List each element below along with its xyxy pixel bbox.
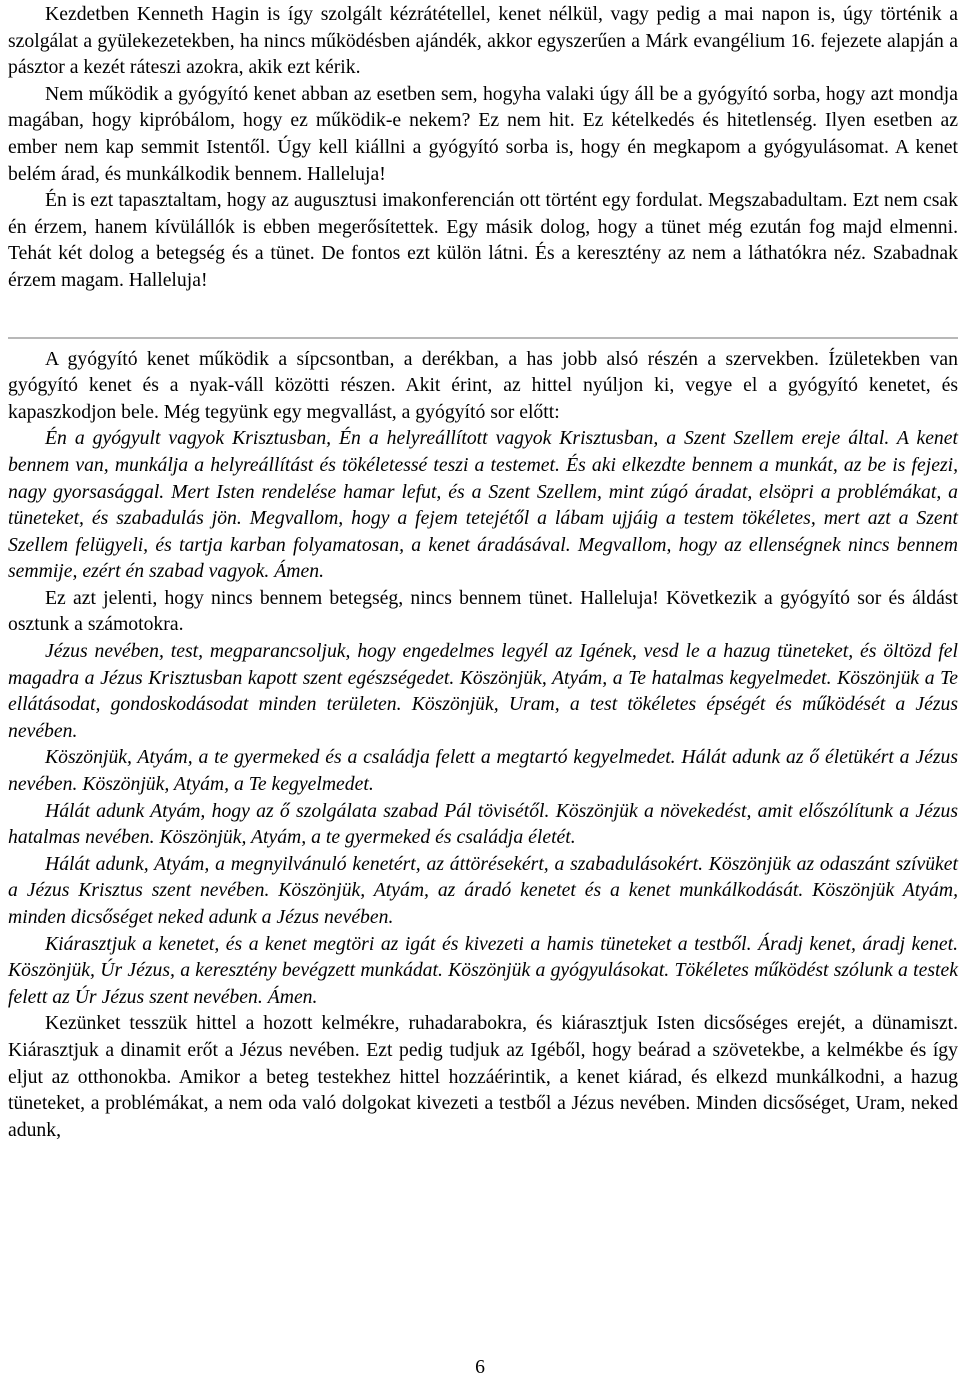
section-divider: [8, 337, 958, 339]
paragraph-prayer-ministry: Hálát adunk Atyám, hogy az ő szolgálata szabad Pál tövisétől. Köszönjük a növekedést, amit előszólítunk a Jézus hatalmas nevében. Köszönjük, Atyám, a te gyermeked és családja életét.: [8, 799, 958, 849]
paragraph-kenneth-hagin: Kezdetben Kenneth Hagin is így szolgált kézrátétellel, kenet nélkül, vagy pedig a mai napon is, úgy történik a szolgálat a gyülekezetekben, ha nincs működésben ajándék, akkor egyszerűen a Márk evangélium 16. fejezete alapján a pásztor a kezét ráteszi azokra, akik ezt kérik.: [8, 3, 958, 79]
paragraph-meaning: Ez azt jelenti, hogy nincs bennem betegség, nincs bennem tünet. Halleluja! Következik a gyógyító sor és áldást osztunk a számotokra.: [8, 586, 958, 636]
paragraph-healing-line-doubt: Nem működik a gyógyító kenet abban az esetben sem, hogyha valaki úgy áll be a gyógyító sorba, hogy azt mondja magában, hogy kipróbálom, hogy ez működik-e nekem? Ez nem hit. Ez kételkedés és hitetlenség. Ilyen esetben az ember nem kap semmit Istentől. Úgy kell kiállni a gyógyító sorba is, hogy én megkapom a gyógyulásomat. A kenet belém árad, és munkálkodik bennem. Halleluja!: [8, 82, 958, 185]
paragraph-prayer-family: Köszönjük, Atyám, a te gyermeked és a családja felett a megtartó kegyelmedet. Hálát adunk az ő életükért a Jézus nevében. Köszönjük, Atyám, a Te kegyelmedet.: [8, 746, 958, 796]
page-number: 6: [475, 1356, 485, 1378]
paragraph-cloths: Kezünket tesszük hittel a hozott kelmékre, ruhadarabokra, és kiárasztjuk Isten dicsőséges erejét, a dünamiszt. Kiárasztjuk a dinamit erőt a Jézus nevében. Ezt pedig tudjuk az Igéből, hogy beárad a szövetekbe, a kelmékbe és így eljut az otthonokba. Amikor a beteg testekhez hittel hozzáérintik, a kenet kiárad, és elkezd munkálkodni, a hazug tüneteket, a problémákat, a nem oda való dolgokat kivezeti a testből a Jézus nevében. Minden dicsőséget, Uram, neked adunk,: [8, 1012, 958, 1141]
paragraph-testimony: Én is ezt tapasztaltam, hogy az augusztusi imakonferencián ott történt egy fordulat. Megszabadultam. Ezt nem csak én érzem, hanem kívülállók is ebben megerősítettek. Egy másik dolog, hogy a tünet még ezután fog majd elmenni. Tehát két dolog a betegség és a tünet. De fontos ezt külön látni. És a keresztény az nem a láthatókra néz. Szabadnak érzem magam. Halleluja!: [8, 189, 958, 291]
paragraph-prayer-body: Jézus nevében, test, megparancsoljuk, hogy engedelmes legyél az Igének, vesd le a hazug tüneteket, és öltözd fel magadra a Jézus Krisztusban kapott szent egészségedet. Köszönjük, Atyám, a Te hatalmas kegyelmedet. Köszönjük a Te ellátásodat, gondoskodásodat minden területen. Köszönjük, Uram, a test tökéletes épségét és működését a Jézus nevében.: [8, 640, 958, 742]
paragraph-confession: Én a gyógyult vagyok Krisztusban, Én a helyreállított vagyok Krisztusban, a Szent Szellem ereje által. A kenet bennem van, munkálja a helyreállítást és tökéletessé teszi a testemet. És aki elkezdte bennem a munkát, az be is fejezi, nagy gyorsasággal. Mert Isten rendelése hamar lefut, és a Szent Szellem, mint zúgó áradat, elsöpri a problémákat, a tüneteket, és szabadulás jön. Megvallom, hogy a fejem tetejétől a lábam ujjáig a testem tökéletes, mert azt a Szent Szellem felügyeli, és tartja karban folyamatosan, a kenet áradásával. Megvallom, hogy az ellenségnek nincs bennem semmije, ezért én szabad vagyok. Ámen.: [8, 427, 958, 583]
bottom-text-block: [8, 346, 958, 1144]
paragraph-prayer-thanks: Hálát adunk, Atyám, a megnyilvánuló kenetért, az áttörésekért, a szabadulásokért. Köszönjük az odaszánt szívüket a Jézus Krisztus szent nevében. Köszönjük, Atyám, az áradó kenetet és a kenet munkálkodását. Köszönjük Atyám, minden dicsőséget neked adunk a Jézus nevében.: [8, 852, 958, 928]
document-page: [8, 0, 958, 1143]
top-text-block: [8, 0, 958, 294]
paragraph-prayer-anointing: Kiárasztjuk a kenetet, és a kenet megtöri az igát és kivezeti a hamis tüneteket a testből. Áradj kenet, áradj kenet. Köszönjük, Úr Jézus, a keresztény bevégzett munkádat. Köszönjük a gyógyulásokat. Tökéletes működést szólunk a testek felett az Úr Jézus szent nevében. Ámen.: [8, 932, 958, 1008]
paragraph-anointing-body: A gyógyító kenet működik a sípcsontban, a derékban, a has jobb alsó részén a szervekben. Ízületekben van gyógyító kenet és a nyak-váll közötti részen. Akit érint, az hittel nyúljon ki, vegye el a gyógyító kenetet, és kapaszkodjon bele. Még tegyünk egy megvallást, a gyógyító sor előtt:: [8, 347, 958, 423]
